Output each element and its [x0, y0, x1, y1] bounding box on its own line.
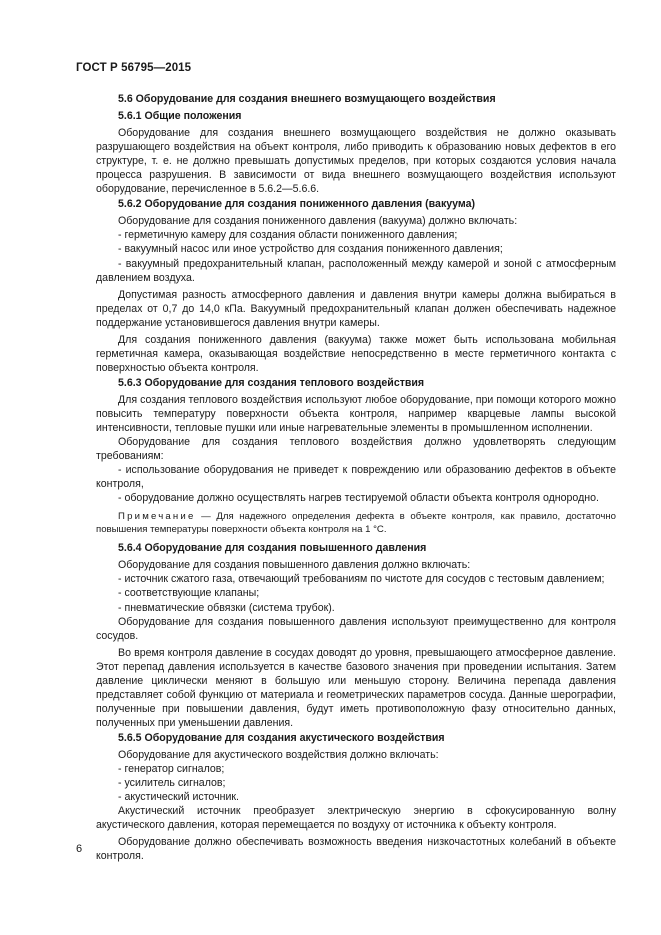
list-item: - вакуумный насос или иное устройство для создания пониженного давления; — [118, 243, 503, 256]
list-item: - вакуумный предохранительный клапан, расположенный между камерой и зоной с атмосферным давлением воздуха. — [96, 257, 616, 284]
list-item: - использование оборудования не приведет к повреждению или образованию дефектов в объекте контроля, — [96, 464, 616, 491]
list-item: - усилитель сигналов; — [118, 777, 226, 790]
list-item: - акустический источник. — [118, 791, 239, 804]
paragraph: Допустимая разность атмосферного давления и давления внутри камеры должна выбираться в пределах от 0,7 до 14,0 кПа. Вакуумный предохранительный клапан должен обеспечивать надежное поддержание установившегося давления внутри камеры. — [96, 288, 616, 329]
list-item: - источник сжатого газа, отвечающий требованиям по чистоте для сосудов с тестовым давлением; — [118, 573, 605, 586]
paragraph: Оборудование для создания повышенного давления используют преимущественно для контроля сосудов. — [96, 615, 616, 642]
paragraph: Оборудование должно обеспечивать возможность введения низкочастотных колебаний в объекте контроля. — [96, 836, 616, 863]
paragraph: Оборудование для акустического воздействия должно включать: — [118, 748, 439, 761]
list-item: - генератор сигналов; — [118, 763, 225, 776]
note — [96, 510, 616, 536]
list-item: - пневматические обвязки (система трубок). — [118, 601, 335, 614]
document-body — [96, 92, 616, 863]
paragraph: Оборудование для создания внешнего возмущающего воздействия не должно оказывать разрушающего воздействия на объект контроля, либо приводить к образованию новых дефектов в его структуре, т. е. не должно превышать допустимых пределов, при которых создаются условия начала процесса разрушения. В зависимости от вида внешнего возмущающего воздействия используют оборудование, перечисленное в 5.6.2—5.6.6. — [96, 127, 616, 196]
paragraph: Для создания теплового воздействия используют любое оборудование, при помощи которого можно повысить температуру поверхности объекта контроля, например кварцевые лампы высокой интенсивности, тепловые пушки или иные нагревательные элементы в промышленном исполнении. — [96, 393, 616, 435]
page-number: 6 — [76, 843, 83, 855]
note-text: — Для надежного определения дефекта в объекте контроля, как правило, достаточно повышения температуры поверхности объекта контроля на 1 °С. — [96, 511, 616, 536]
list-item: - соответствующие клапаны; — [118, 587, 260, 600]
paragraph: Оборудование для создания пониженного давления (вакуума) должно включать: — [118, 215, 518, 228]
section-heading-5-6-4: 5.6.4 Оборудование для создания повышенного давления — [118, 542, 427, 555]
paragraph: Во время контроля давление в сосудах доводят до уровня, превышающего атмосферное давление. Этот перепад давления используется в качестве базового значения при проведении испытания. Затем давление циклически меняют в большую или меньшую сторону. Величина перепада давления представляет собой функцию от материала и геометрических параметров сосуда. Данные шерографии, полученные при повышении давления, будут иметь противоположную фазу относительно данных, полученных при уменьшении давления. — [96, 646, 616, 729]
section-heading-5-6: 5.6 Оборудование для создания внешнего возмущающего воздействия — [118, 93, 496, 105]
paragraph: Оборудование для создания повышенного давления должно включать: — [118, 559, 471, 572]
section-heading-5-6-5: 5.6.5 Оборудование для создания акустического воздействия — [118, 731, 445, 744]
section-heading-5-6-3: 5.6.3 Оборудование для создания теплового воздействия — [118, 376, 425, 389]
list-item: - герметичную камеру для создания области пониженного давления; — [118, 229, 458, 242]
paragraph: Оборудование для создания теплового воздействия должно удовлетворять следующим требованиям: — [96, 436, 616, 463]
paragraph: Для создания пониженного давления (вакуума) также может быть использована мобильная герметичная камера, оказывающая воздействие непосредственно в месте герметичного контакта с поверхностью объекта контроля. — [96, 333, 616, 374]
section-heading-5-6-2: 5.6.2 Оборудование для создания пониженного давления (вакуума) — [118, 198, 476, 211]
section-heading-5-6-1: 5.6.1 Общие положения — [118, 110, 242, 123]
paragraph: Акустический источник преобразует электрическую энергию в сфокусированную волну акустического давления, которая перемещается по воздуху от источника к объекту контроля. — [96, 805, 616, 832]
note-label: Примечание — [118, 511, 196, 523]
document-header: ГОСТ Р 56795—2015 — [76, 62, 192, 74]
list-item: - оборудование должно осуществлять нагрев тестируемой области объекта контроля однородно. — [118, 492, 599, 505]
